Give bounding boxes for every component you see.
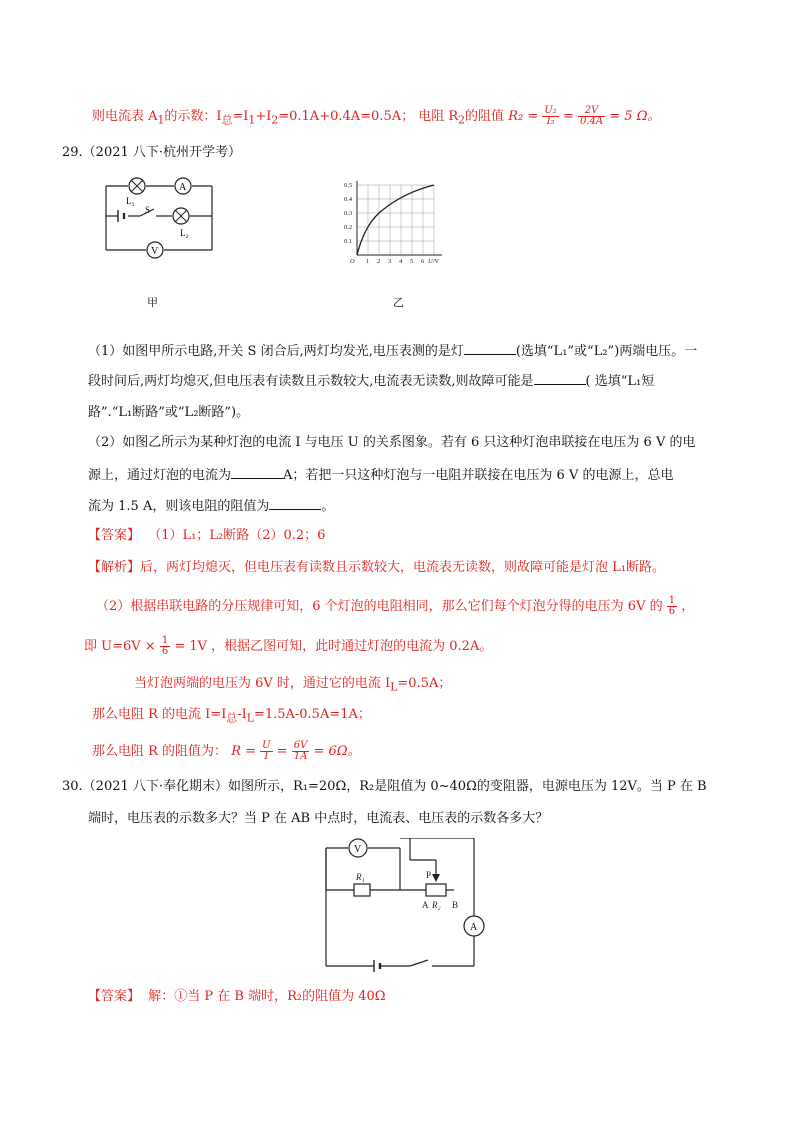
answer-blank: [464, 342, 516, 355]
question-text: 段时间后,两灯均熄灭,但电压表有读数且示数较大,电流表无读数,则故障可能是: [88, 374, 534, 389]
fraction: [667, 596, 677, 617]
answer-blank: [269, 497, 321, 510]
numerator: 2V: [578, 106, 605, 117]
end-b-label: B: [452, 900, 459, 910]
answer-text: =I: [232, 109, 249, 124]
question-text: 。: [321, 499, 335, 514]
circuit-diagram-q30: [318, 838, 490, 973]
answer-blank: [231, 466, 283, 479]
answer-text: +I: [255, 109, 272, 124]
x-tick: 3: [388, 258, 392, 265]
analysis-text: = 1V ，根据乙图可知，此时通过灯泡的电流为 0.2A。: [174, 639, 493, 654]
denominator: 6: [668, 606, 676, 617]
lamp-l2-icon: [173, 208, 189, 224]
analysis-text: ，: [681, 599, 695, 614]
analysis-text: 那么电阻 R 的电流 I=I: [92, 707, 227, 722]
equals-sign: =: [276, 744, 288, 759]
formula: = 6Ω。: [313, 744, 361, 759]
subscript: 1: [157, 113, 165, 127]
denominator: 1A: [293, 751, 308, 762]
question-text: 源上，通过灯泡的电流为: [88, 468, 232, 483]
denominator: I: [264, 751, 269, 762]
q29-analysis-3: [84, 636, 492, 657]
origin-label: O: [350, 258, 355, 265]
x-tick: 2: [377, 258, 381, 265]
question-text: A；若把一只这种灯泡与一电阻并联接在电压为 6 V 的电源上，总电: [283, 468, 674, 483]
subscript: 2: [271, 113, 279, 127]
answer-tag: 【答案】: [88, 528, 141, 543]
q29-part2-line3: [88, 497, 334, 516]
numerator: 1: [161, 635, 169, 646]
top-answer-line: [92, 106, 660, 130]
rheostat-r2-icon: [426, 884, 446, 896]
y-tick: 0.5: [344, 182, 353, 189]
switch-label: S: [145, 205, 151, 215]
formula: = 5 Ω。: [609, 109, 661, 124]
l1-label: L₁: [126, 196, 135, 206]
end-a-label: A: [422, 900, 429, 910]
question-text: ( 选填“L₁短: [585, 374, 655, 389]
iu-graph-yi: [342, 175, 462, 270]
slider-p-label: P: [426, 870, 432, 880]
analysis-text: 后，两灯均熄灭，但电压表有读数且示数较大，电流表无读数，则故障可能是灯泡 L₁断路。: [140, 560, 665, 575]
y-tick: 0.4: [344, 196, 353, 203]
ammeter-label: A: [470, 922, 478, 933]
denominator: 0.4A: [580, 116, 604, 127]
x-tick: 6: [421, 258, 425, 265]
q29-analysis-2: [96, 596, 694, 617]
answer-tag: 【答案】: [88, 989, 141, 1004]
x-tick: 1: [366, 258, 370, 265]
figure-caption-jia: 甲: [147, 296, 158, 309]
fraction: [160, 636, 170, 657]
q29-part1-line3: 路”.“L₁断路”或“L₂断路”)。: [88, 405, 250, 420]
subscript: L: [246, 711, 254, 725]
subscript: 总: [221, 113, 233, 127]
numerator: U: [262, 740, 271, 751]
answer-text: 的示数：I: [164, 109, 222, 124]
q30-answer: [88, 988, 386, 1006]
subscript: 1: [248, 113, 256, 127]
resistor-r1-icon: [354, 884, 370, 896]
q29-header: 29.（2021 八下·杭州开学考）: [62, 145, 242, 160]
y-tick: 0.1: [344, 238, 353, 245]
subscript: L: [390, 680, 398, 694]
analysis-text: 即 U=6V ×: [84, 639, 156, 654]
question-text: （1）如图甲所示电路,开关 S 闭合后,两灯均发光,电压表测的是灯: [88, 344, 464, 359]
answer-text: =0.1A+0.4A=0.5A； 电阻 R: [278, 109, 459, 124]
ammeter-label: A: [179, 182, 187, 193]
formula: R =: [231, 744, 257, 759]
answer-text: （1）L₁；L₂断路（2）0.2；6: [148, 528, 326, 543]
q29-part1-line2: [88, 372, 654, 391]
analysis-text: 那么电阻 R 的阻值为：: [92, 744, 228, 759]
q29-analysis-4: [134, 675, 451, 697]
question-text: 流为 1.5 A，则该电阻的阻值为: [88, 499, 270, 514]
x-tick: 4: [399, 258, 403, 265]
subscript: 2: [458, 113, 466, 127]
analysis-text: =0.5A；: [397, 676, 452, 691]
iu-curve: [357, 185, 434, 255]
r2-label: R₂: [432, 900, 441, 910]
q30-header-line1: 30.（2021 八下·奉化期末）如图所示，R₁=20Ω，R₂是阻值为 0~40Ω的变阻器，电源电压为 12V。当 P 在 B: [62, 779, 707, 794]
answer-text: 解：①当 P 在 B 端时，R₂的阻值为 40Ω: [148, 989, 386, 1004]
analysis-text: =1.5A-0.5A=1A；: [253, 707, 371, 722]
q29-analysis-5: [92, 706, 371, 728]
analysis-text: 当灯泡两端的电压为 6V 时，通过它的电流 I: [134, 676, 391, 691]
y-tick: 0.2: [344, 224, 353, 231]
analysis-text: -I: [237, 707, 247, 722]
q29-analysis-6: [92, 741, 361, 762]
slider-arrow-icon: [432, 874, 440, 882]
figure-caption-yi: 乙: [393, 296, 404, 309]
analysis-tag: 【解析】: [88, 560, 141, 575]
r1-label: R₁: [356, 872, 365, 882]
answer-text: 的阻值: [465, 109, 505, 124]
question-text: (选填“L₁”或“L₂”)两端电压。一: [515, 344, 698, 359]
subscript: 总: [226, 711, 238, 725]
q29-part1-line1: [88, 342, 697, 361]
circuit-diagram-jia: [100, 172, 220, 267]
denominator: I₂: [546, 116, 555, 127]
q29-analysis-1: [88, 559, 665, 577]
answer-blank: [534, 372, 586, 385]
x-axis-unit: U/V: [428, 258, 439, 265]
fraction: [260, 741, 272, 762]
voltmeter-label: V: [151, 246, 159, 257]
q29-part2-line1: （2）如图乙所示为某种灯泡的电流 I 与电压 U 的关系图象。若有 6 只这种灯泡串联接在电压为 6 V 的电: [88, 435, 696, 450]
q29-part2-line2: [88, 466, 673, 485]
answer-text: 则电流表 A: [92, 109, 158, 124]
equals-sign: =: [562, 109, 574, 124]
analysis-text: （2）根据串联电路的分压规律可知，6 个灯泡的电阻相同，那么它们每个灯泡分得的电压为 6V 的: [96, 599, 663, 614]
q30-header-line2: 端时，电压表的示数多大？当 P 在 AB 中点时，电流表、电压表的示数各多大？: [88, 811, 549, 826]
fraction: [292, 741, 310, 762]
q29-answer: [88, 527, 325, 545]
fraction: [542, 106, 558, 127]
formula: R₂ =: [508, 109, 539, 124]
y-tick: 0.3: [344, 210, 353, 217]
numerator: 1: [668, 595, 676, 606]
l2-label: L₂: [180, 228, 189, 238]
denominator: 6: [161, 646, 169, 657]
numerator: 6V: [293, 740, 308, 751]
lamp-l1-icon: [129, 178, 145, 194]
fraction: [578, 106, 605, 127]
numerator: U₂: [544, 105, 557, 116]
voltmeter-label: V: [354, 844, 362, 855]
x-tick: 5: [410, 258, 414, 265]
